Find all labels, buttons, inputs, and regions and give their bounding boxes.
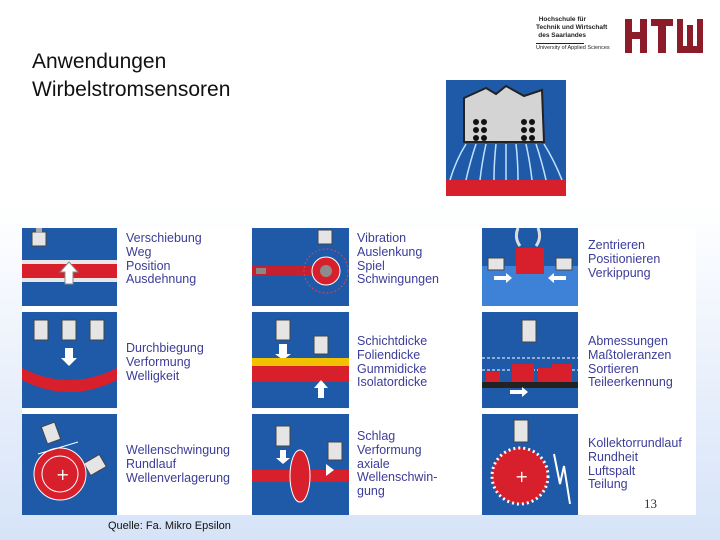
application-text-zentrieren [588, 239, 660, 280]
application-text-vibration [357, 232, 439, 287]
displacement-illustration [22, 228, 117, 306]
application-label: Vibration [357, 231, 407, 245]
logo-text-line-2: Technik und Wirtschaft [536, 24, 608, 31]
layer-thickness-illustration [252, 312, 349, 408]
application-label: axiale [357, 456, 390, 471]
application-label: Teilung [588, 477, 628, 492]
application-label: Schwingungen [357, 272, 440, 287]
commutator-illustration [482, 414, 578, 515]
logo-university: University of Applied Sciences [536, 45, 610, 51]
application-label: Wellenverlagerung [126, 470, 230, 485]
logo-text-line-1: Hochschule für [538, 16, 586, 23]
application-text-wellenschwingung [126, 444, 230, 485]
application-label: Teileerkennung [588, 375, 673, 390]
application-label: Welligkeit [126, 368, 180, 383]
application-text-kollektorrundlauf [588, 437, 682, 492]
application-label: Auslenkung [357, 244, 423, 259]
svg-text:+: + [515, 467, 529, 486]
logo-divider [536, 43, 584, 44]
application-text-verschiebung [126, 232, 202, 287]
slide-title-line-1: Anwendungen [32, 50, 167, 73]
application-label: Wellenschwingung [126, 443, 230, 457]
application-label: Foliendicke [357, 347, 421, 362]
htw-logo [530, 16, 710, 56]
application-label: Zentrieren [588, 238, 645, 252]
application-label: Rundheit [588, 449, 639, 464]
logo-text-line-3: des Saarlandes [538, 32, 586, 39]
application-label: Isolatordicke [357, 375, 428, 390]
application-text-abmessungen [588, 335, 673, 390]
deflection-illustration [22, 312, 117, 408]
application-label: gung [357, 484, 385, 499]
logo-text [536, 16, 608, 40]
eddy-current-sensor-illustration [446, 80, 566, 196]
application-label: Verformung [126, 354, 191, 369]
application-label: Gummidicke [357, 361, 427, 376]
application-label: Luftspalt [588, 463, 636, 478]
application-label: Position [126, 258, 171, 273]
application-label: Spiel [357, 258, 385, 273]
shaft-vibration-illustration [22, 414, 117, 515]
application-label: Verformung [357, 442, 422, 457]
page-number: 13 [644, 496, 657, 511]
applications-panel [22, 228, 696, 515]
application-text-schlag [357, 430, 437, 499]
application-label: Positionieren [588, 251, 661, 266]
application-text-schichtdicke [357, 335, 427, 390]
application-label: Weg [126, 244, 152, 259]
application-label: Schichtdicke [357, 334, 428, 348]
application-label: Rundlauf [126, 456, 177, 471]
dimensions-illustration [482, 312, 578, 408]
application-label: Maßtoleranzen [588, 347, 672, 362]
application-label: Ausdehnung [126, 272, 197, 287]
application-label: Schlag [357, 429, 396, 443]
slide-title [32, 48, 230, 104]
application-label: Sortieren [588, 361, 639, 376]
application-label: Verkippung [588, 265, 651, 280]
application-text-durchbiegung [126, 342, 204, 383]
vibration-illustration [252, 228, 349, 306]
svg-text:+: + [56, 465, 70, 484]
htw-logo-mark [625, 19, 707, 53]
application-label: Kollektorrundlauf [588, 436, 682, 450]
application-label: Wellenschwin- [357, 470, 438, 485]
application-label: Durchbiegung [126, 341, 204, 355]
centering-illustration [482, 228, 578, 306]
source-caption: Quelle: Fa. Mikro Epsilon [108, 520, 231, 532]
application-label: Verschiebung [126, 231, 202, 245]
runout-illustration [252, 414, 349, 515]
application-label: Abmessungen [588, 334, 668, 348]
slide-title-line-2: Wirbelstromsensoren [32, 78, 231, 101]
